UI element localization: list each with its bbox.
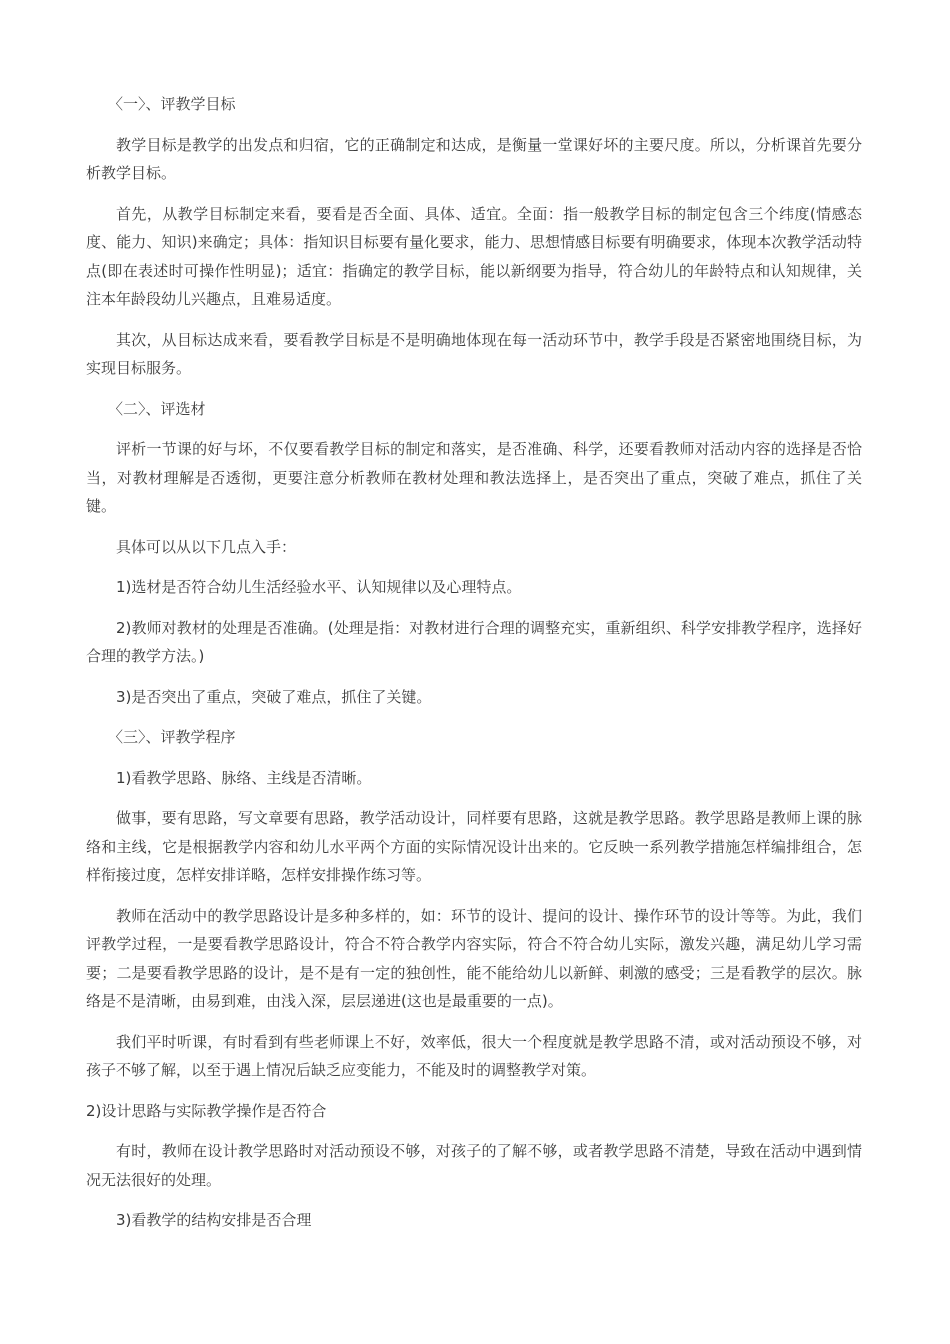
paragraph: 有时，教师在设计教学思路时对活动预设不够，对孩子的了解不够，或者教学思路不清楚，导致在活动中遇到情况无法很好的处理。 xyxy=(86,1142,862,1189)
section-heading-objectives: 〈一〉、评教学目标 xyxy=(108,95,236,113)
section-heading-procedure: 〈三〉、评教学程序 xyxy=(108,728,236,746)
list-item: 1)选材是否符合幼儿生活经验水平、认知规律以及心理特点。 xyxy=(116,578,522,596)
paragraph: 我们平时听课，有时看到有些老师课上不好，效率低，很大一个程度就是教学思路不清，或对活动预设不够，对孩子不够了解，以至于遇上情况后缺乏应变能力，不能及时的调整教学对策。 xyxy=(86,1032,862,1079)
list-item: 1)看教学思路、脉络、主线是否清晰。 xyxy=(116,768,372,787)
section-heading-materials: 〈二〉、评选材 xyxy=(108,399,206,418)
paragraph: 教师在活动中的教学思路设计是多种多样的，如：环节的设计、提问的设计、操作环节的设计等等。为此，我们评教学过程，一是要看教学思路设计，符合不符合教学内容实际，符合不符合幼儿实际，激发兴趣，满足幼儿学习需要；二是要看教学思路的设计，是不是有一定的独创性，能不能给幼儿以新鲜、刺激的感受；三是看教学的层次。脉络是不是清晰，由易到难，由浅入深，层层递进(这也是最重要的一点)。 xyxy=(86,906,862,1010)
document-body xyxy=(86,90,862,1247)
paragraph: 做事，要有思路，写文章要有思路，教学活动设计，同样要有思路，这就是教学思路。教学思路是教师上课的脉络和主线，它是根据教学内容和幼儿水平两个方面的实际情况设计出来的。它反映一系列教学措施怎样编排组合，怎样衔接过度，怎样安排详略，怎样安排操作练习等。 xyxy=(86,809,862,884)
list-item: 2)教师对教材的处理是否准确。(处理是指：对教材进行合理的调整充实，重新组织、科学安排教学程序，选择好合理的教学方法。) xyxy=(86,618,862,665)
list-item: 2)设计思路与实际教学操作是否符合 xyxy=(86,1101,327,1120)
paragraph: 其次，从目标达成来看，要看教学目标是不是明确地体现在每一活动环节中，教学手段是否紧密地围绕目标，为实现目标服务。 xyxy=(86,330,862,377)
list-item: 3)是否突出了重点，突破了难点，抓住了关键。 xyxy=(116,687,432,706)
paragraph: 首先，从教学目标制定来看，要看是否全面、具体、适宜。全面：指一般教学目标的制定包含三个纬度(情感态度、能力、知识)来确定；具体：指知识目标要有量化要求，能力、思想情感目标要有明确要求，体现本次教学活动特点(即在表述时可操作性明显)；适宜：指确定的教学目标，能以新纲要为指导，符合幼儿的年龄特点和认知规律，关注本年龄段幼儿兴趣点，且难易适度。 xyxy=(86,204,862,308)
list-item: 3)看教学的结构安排是否合理 xyxy=(116,1211,312,1229)
paragraph: 具体可以从以下几点入手： xyxy=(116,537,297,556)
paragraph: 评析一节课的好与坏，不仅要看教学目标的制定和落实，是否准确、科学，还要看教师对活动内容的选择是否恰当，对教材理解是否透彻，更要注意分析教师在教材处理和教法选择上，是否突出了重点，突破了难点，抓住了关键。 xyxy=(86,440,862,515)
paragraph: 教学目标是教学的出发点和归宿，它的正确制定和达成，是衡量一堂课好坏的主要尺度。所以，分析课首先要分析教学目标。 xyxy=(86,135,862,182)
